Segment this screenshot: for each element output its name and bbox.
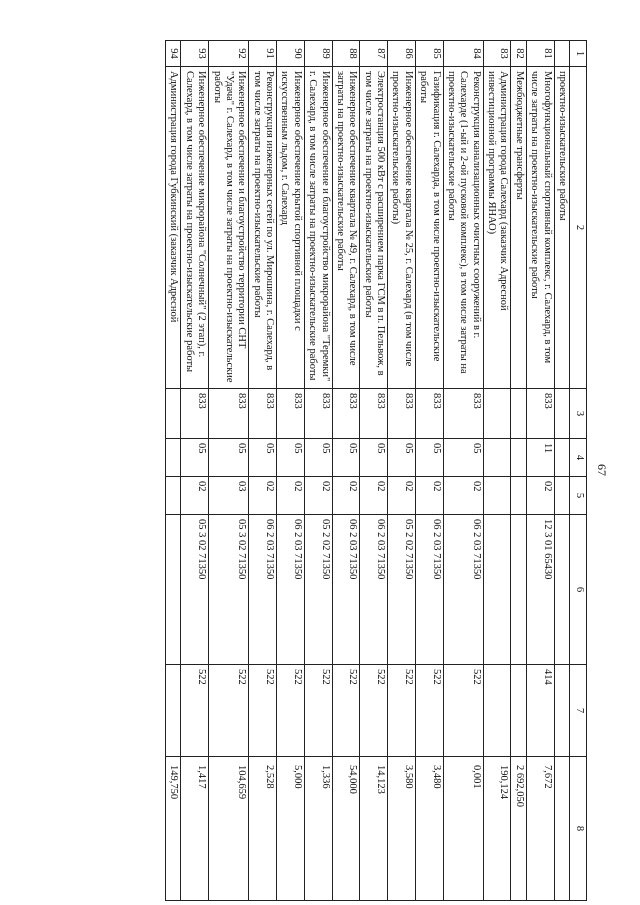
code-col-7 [554, 665, 569, 757]
code-col-4: 05 [277, 439, 305, 477]
code-col-3: 833 [443, 389, 483, 439]
code-col-7 [166, 665, 181, 757]
code-col-3: 833 [277, 389, 305, 439]
table-row [166, 41, 181, 901]
code-col-6: 06 2 03 71350 [360, 515, 388, 665]
table-row [526, 41, 554, 901]
item-name: Администрация города Губкинский (заказчик Адресной [166, 67, 181, 389]
header-cell: 2 [570, 67, 587, 389]
header-cell: 5 [570, 477, 587, 515]
header-cell: 3 [570, 389, 587, 439]
table-row [511, 41, 526, 901]
item-name: Многофункциональный спортивный комплекс, г. Салехард, в том числе затраты на проектно-изыскательские работы [526, 67, 554, 389]
code-col-4: 05 [249, 439, 277, 477]
code-col-6: 06 2 03 71350 [415, 515, 443, 665]
code-col-6 [483, 515, 511, 665]
item-name: Инженерное обеспечение квартала № 49, г. Салехард, в том числе затраты на проектно-изыскательские работы [332, 67, 360, 389]
code-col-3: 833 [332, 389, 360, 439]
code-col-7: 522 [181, 665, 209, 757]
code-col-7: 414 [526, 665, 554, 757]
code-col-7: 522 [443, 665, 483, 757]
code-col-3 [483, 389, 511, 439]
code-col-4: 05 [443, 439, 483, 477]
item-name: Инженерное обеспечение квартала № 25, г. Салехард (в том числе проектно-изыскательские работы) [388, 67, 416, 389]
amount: 1,417 [181, 757, 209, 901]
code-col-3: 833 [388, 389, 416, 439]
code-col-6 [554, 515, 569, 665]
code-col-5 [166, 477, 181, 515]
code-col-6: 05 3 02 71350 [209, 515, 249, 665]
amount: 5,000 [277, 757, 305, 901]
code-col-5: 02 [415, 477, 443, 515]
amount: 7,672 [526, 757, 554, 901]
code-col-7: 522 [249, 665, 277, 757]
item-name: Межбюджетные трансферты [511, 67, 526, 389]
code-col-6: 06 2 03 71350 [332, 515, 360, 665]
code-col-3: 833 [181, 389, 209, 439]
item-name: Инженерное обеспечение крытой спортивной площадки с искусственным льдом, г. Салехард [277, 67, 305, 389]
code-col-5: 02 [443, 477, 483, 515]
header-row [570, 41, 587, 901]
amount: 0,001 [443, 757, 483, 901]
code-col-4: 05 [415, 439, 443, 477]
code-col-6: 06 2 03 71350 [277, 515, 305, 665]
row-number: 91 [249, 41, 277, 67]
code-col-5: 02 [332, 477, 360, 515]
row-number: 87 [360, 41, 388, 67]
amount: 3,480 [415, 757, 443, 901]
code-col-6: 05 2 02 71350 [304, 515, 332, 665]
code-col-7: 522 [209, 665, 249, 757]
budget-table [165, 40, 587, 901]
code-col-5 [483, 477, 511, 515]
item-name: Реконструкция канализационных очистных сооружений в г. Салехарде (1-ый и 2-ой пусковой комплекс), в том числе затраты на проектно-изыскательские работы [443, 67, 483, 389]
code-col-5: 02 [277, 477, 305, 515]
code-col-4 [554, 439, 569, 477]
code-col-3: 833 [304, 389, 332, 439]
row-number: 89 [304, 41, 332, 67]
code-col-3 [166, 389, 181, 439]
amount: 54,000 [332, 757, 360, 901]
header-cell: 4 [570, 439, 587, 477]
amount: 2 692,050 [511, 757, 526, 901]
code-col-5: 02 [249, 477, 277, 515]
code-col-7: 522 [304, 665, 332, 757]
code-col-5: 02 [360, 477, 388, 515]
code-col-7: 522 [277, 665, 305, 757]
code-col-3 [554, 389, 569, 439]
table-row [249, 41, 277, 901]
code-col-7 [483, 665, 511, 757]
code-col-5: 03 [209, 477, 249, 515]
table-row [360, 41, 388, 901]
amount: 190,124 [483, 757, 511, 901]
table-row [415, 41, 443, 901]
row-number: 88 [332, 41, 360, 67]
page-number: 67 [595, 464, 609, 476]
code-col-6: 06 2 03 71350 [249, 515, 277, 665]
amount: 104,659 [209, 757, 249, 901]
row-number: 94 [166, 41, 181, 67]
item-name: Администрация города Салехард (заказчик Адресной инвестиционной программы ЯНАО) [483, 67, 511, 389]
code-col-5 [511, 477, 526, 515]
code-col-4: 05 [388, 439, 416, 477]
row-number: 81 [526, 41, 554, 67]
amount: 3,580 [388, 757, 416, 901]
amount [554, 757, 569, 901]
code-col-5: 02 [304, 477, 332, 515]
row-number: 83 [483, 41, 511, 67]
code-col-6 [166, 515, 181, 665]
row-number: 93 [181, 41, 209, 67]
row-number: 85 [415, 41, 443, 67]
code-col-7: 522 [360, 665, 388, 757]
code-col-4: 05 [209, 439, 249, 477]
code-col-4: 05 [304, 439, 332, 477]
code-col-3 [511, 389, 526, 439]
header-cell: 7 [570, 665, 587, 757]
row-number: 86 [388, 41, 416, 67]
code-col-3: 833 [415, 389, 443, 439]
code-col-3: 833 [209, 389, 249, 439]
code-col-7: 522 [415, 665, 443, 757]
table-row [443, 41, 483, 901]
code-col-4 [166, 439, 181, 477]
code-col-4: 05 [332, 439, 360, 477]
table-row [554, 41, 569, 901]
row-number: 84 [443, 41, 483, 67]
item-name: проектно-изыскательские работы [554, 67, 569, 389]
amount: 149,750 [166, 757, 181, 901]
code-col-6 [511, 515, 526, 665]
item-name: Инженерное обеспечение и благоустройство территории СНТ "Удача" г. Салехард, в том числе затраты на проектно-изыскательские работы [209, 67, 249, 389]
rotated-content [75, 40, 615, 900]
row-number: 92 [209, 41, 249, 67]
item-name: Электростанция 500 кВт с расширением парка ГСМ в п. Пельвож, в том числе затраты на проектно-изыскательские работы [360, 67, 388, 389]
code-col-5: 02 [526, 477, 554, 515]
code-col-7: 522 [332, 665, 360, 757]
item-name: Инженерное обеспечение и благоустройство микрорайона "Теремки" г. Салехард, в том числе затраты на проектно-изыскательские работы [304, 67, 332, 389]
code-col-4 [483, 439, 511, 477]
header-cell: 6 [570, 515, 587, 665]
table-row [277, 41, 305, 901]
code-col-7: 522 [388, 665, 416, 757]
code-col-3: 833 [526, 389, 554, 439]
item-name: Реконструкция инженерных сетей по ул. Мирошина, г. Салехард, в том числе затраты на проектно-изыскательские работы [249, 67, 277, 389]
code-col-6: 05 3 02 71350 [181, 515, 209, 665]
table-row [483, 41, 511, 901]
header-cell: 1 [570, 41, 587, 67]
header-cell: 8 [570, 757, 587, 901]
code-col-6: 06 2 03 71350 [443, 515, 483, 665]
code-col-5: 02 [388, 477, 416, 515]
code-col-3: 833 [360, 389, 388, 439]
code-col-4 [511, 439, 526, 477]
code-col-6: 05 2 02 71350 [388, 515, 416, 665]
table-row [209, 41, 249, 901]
code-col-5: 02 [181, 477, 209, 515]
row-number: 90 [277, 41, 305, 67]
item-name: Газификация г. Салехарда, в том числе проектно-изыскательские работы [415, 67, 443, 389]
row-number: 82 [511, 41, 526, 67]
table-row [181, 41, 209, 901]
code-col-4: 05 [181, 439, 209, 477]
table-row [332, 41, 360, 901]
code-col-4: 11 [526, 439, 554, 477]
item-name: Инженерное обеспечение микрорайона "Солнечный" (2 этап), г. Салехард, в том числе затраты на проектно-изыскательские работы [181, 67, 209, 389]
amount: 1,336 [304, 757, 332, 901]
code-col-4: 05 [360, 439, 388, 477]
amount: 2,528 [249, 757, 277, 901]
row-number [554, 41, 569, 67]
table-row [304, 41, 332, 901]
code-col-7 [511, 665, 526, 757]
code-col-6: 12 3 01 65430 [526, 515, 554, 665]
code-col-3: 833 [249, 389, 277, 439]
amount: 14,123 [360, 757, 388, 901]
table-row [388, 41, 416, 901]
code-col-5 [554, 477, 569, 515]
